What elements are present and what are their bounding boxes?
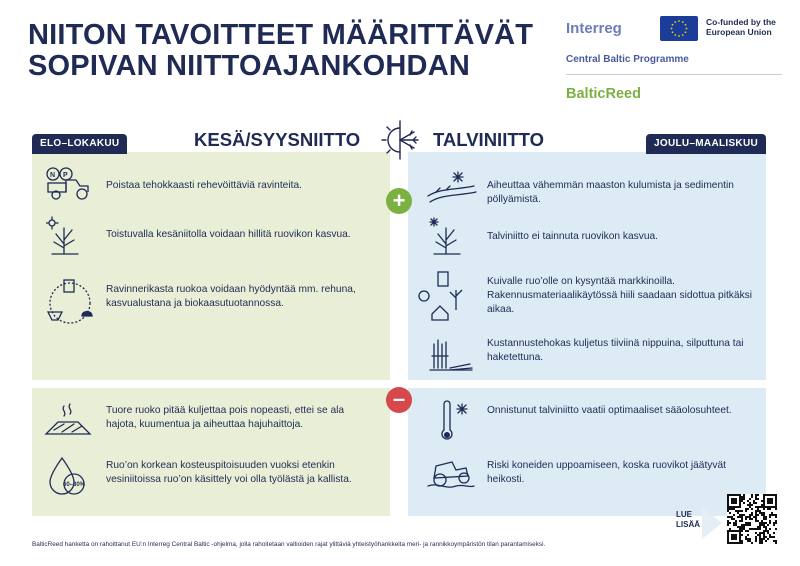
thermometer-snow-icon: [438, 400, 472, 444]
cofunded-label: Co-funded by the European Union: [706, 17, 776, 37]
pros-plus-badge: +: [386, 188, 412, 214]
eu-star-icon: [678, 35, 680, 37]
tractor-nutrients-icon: [44, 166, 94, 202]
winter-con-1: Onnistunut talviniitto vaatii optimaaliset sääolosuhteet.: [487, 405, 732, 416]
logo-divider: [566, 74, 782, 75]
winter-heading: TALVINIITTO: [433, 129, 544, 150]
balticreed-logo: BalticReed: [566, 86, 641, 102]
eu-star-icon: [685, 24, 687, 26]
market-uses-icon: [416, 270, 476, 322]
interreg-logo: Interreg: [566, 20, 622, 37]
eu-star-icon: [682, 21, 684, 23]
phosphorus-label: P: [63, 172, 68, 179]
rotting-pile-icon: [44, 402, 92, 438]
winter-months-tag: JOULU–MAALISKUU: [646, 134, 766, 154]
eu-star-icon: [674, 21, 676, 23]
eu-star-icon: [682, 34, 684, 36]
page-title: [28, 20, 548, 82]
summer-con-2: Ruo’on korkean kosteuspitoisuuden vuoksi etenkin vesiniitoissa ruo’on käsittely voi olla työlästä ja kallista.: [106, 460, 352, 485]
eu-star-icon: [686, 28, 688, 30]
moisture-percent-label: 60–80%: [62, 482, 86, 488]
programme-label: Central Baltic Programme: [566, 54, 689, 65]
eu-star-icon: [671, 28, 673, 30]
snow-reed-icon: [428, 216, 464, 256]
winter-pro-4: Kustannustehokas kuljetus tiiviinä nippuina, silputtuna tai haketettuna.: [487, 338, 744, 363]
moisture-drop-icon: [46, 454, 86, 496]
eu-star-icon: [672, 31, 674, 33]
winter-pro-2: Talviniitto ei tainnuta ruovikon kasvua.: [487, 231, 659, 242]
sun-snowflake-icon: [378, 118, 422, 162]
sun-reed-icon: [46, 216, 82, 256]
footer-funding-note: BalticReed hanketta on rahoittanut EU:n Interreg Central Baltic -ohjelma, jolla rahoitetaan valtioiden rajat ylittäviä yhteistyöhankkeita meri- ja rannikkoympäristön tilan parantamiseksi.: [32, 541, 546, 548]
read-more-text[interactable]: LUE LISÄÄ: [676, 510, 700, 529]
snow-ground-icon: [426, 170, 478, 204]
recycle-uses-icon: [42, 278, 98, 328]
eu-flag-icon: [660, 16, 698, 41]
summer-pro-3: Ravinnerikasta ruokoa voidaan hyödyntää mm. rehuna, kasvualustana ja biokaasutuotannossa.: [106, 284, 356, 309]
arrow-right-icon: [700, 505, 724, 546]
eu-star-icon: [674, 34, 676, 36]
sinking-tractor-icon: [426, 456, 476, 492]
summer-pro-2: Toistuvalla kesäniitolla voidaan hillitä ruovikon kasvua.: [106, 229, 351, 240]
eu-star-icon: [672, 24, 674, 26]
summer-months-tag: ELO–LOKAKUU: [32, 134, 127, 154]
title-line-2: SOPIVAN NIITTOAJANKOHDAN: [28, 50, 470, 82]
summer-pro-1: Poistaa tehokkaasti rehevöittäviä ravinteita.: [106, 180, 302, 191]
cons-minus-badge: –: [386, 387, 412, 413]
title-line-1: NIITON TAVOITTEET MÄÄRITTÄVÄT: [28, 19, 534, 51]
summer-heading: KESÄ/SYYSNIITTO: [194, 129, 361, 150]
qr-code-icon[interactable]: [727, 494, 777, 544]
winter-con-2: Riski koneiden uppoamiseen, koska ruovikot jäätyvät heikosti.: [487, 460, 726, 485]
nitrogen-label: N: [50, 172, 56, 179]
winter-pro-1: Aiheuttaa vähemmän maaston kulumista ja sedimentin pöllyämistä.: [487, 180, 734, 205]
winter-pro-3: Kuivalle ruo’olle on kysyntää markkinoilla. Rakennusmateriaalikäytössä hiili saadaan sidottua pitkäksi aikaa.: [487, 276, 753, 315]
eu-star-icon: [678, 20, 680, 22]
eu-star-icon: [685, 31, 687, 33]
summer-con-1: Tuore ruoko pitää kuljettaa pois nopeasti, ettei se ala hajota, kuumentua ja aiheuttaa hajuhaittoja.: [106, 405, 345, 430]
reed-bundle-icon: [428, 334, 474, 374]
